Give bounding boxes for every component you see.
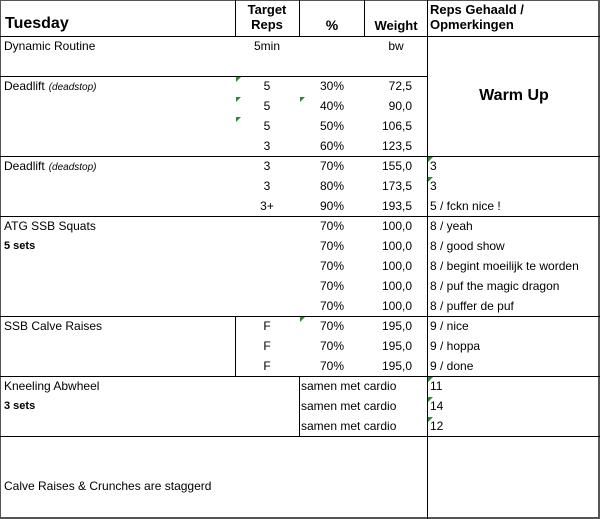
cell-percent[interactable]: 70% [319,319,345,333]
comment-indicator-icon[interactable] [236,97,241,102]
cell-weight[interactable]: 193,5 [381,199,412,213]
cell-percent[interactable]: 70% [319,299,345,313]
cell-notes[interactable]: 11 [430,379,443,393]
cell-exercise[interactable]: 5 sets [4,240,36,252]
cell-target-reps[interactable] [236,416,298,436]
cell-target-reps[interactable] [236,236,298,256]
comment-indicator-icon[interactable] [428,157,433,162]
cell-exercise[interactable]: Calve Raises & Crunches are staggerd [4,479,212,493]
cell-exercise-note: (deadstop) [48,162,97,173]
cell-weight[interactable]: 195,0 [381,359,412,373]
cell-percent[interactable]: 50% [319,119,345,133]
cell-target-reps[interactable] [236,216,298,236]
cell-target-reps[interactable] [236,496,298,516]
cell-notes[interactable]: 8 / yeah [430,219,473,233]
cell-notes[interactable]: 12 [430,419,444,433]
cell-notes[interactable]: 5 / fckn nice ! [430,199,501,213]
cell-target-reps[interactable] [236,276,298,296]
cell-notes[interactable]: 8 / puf the magic dragon [430,279,560,293]
comment-indicator-icon[interactable] [300,97,305,102]
cell-percent[interactable] [300,496,364,516]
cell-target-reps[interactable]: 3 [263,139,271,153]
cell-target-reps[interactable]: 3 [263,159,271,173]
cell-target-reps[interactable]: F [263,339,271,353]
cell-weight[interactable]: 100,0 [381,239,412,253]
cell-target-reps[interactable] [236,476,298,496]
cell-weight[interactable] [365,56,412,76]
cell-notes[interactable]: 8 / begint moeilijk te worden [430,259,579,273]
cell-exercise-note: (deadstop) [48,82,97,93]
cell-notes[interactable]: 9 / nice [430,319,469,333]
comment-indicator-icon[interactable] [300,317,305,322]
cell-weight[interactable]: 100,0 [381,259,412,273]
cell-target-reps[interactable]: 5 [263,119,271,133]
cell-percent[interactable]: 70% [319,159,345,173]
day-title: Tuesday [5,15,69,32]
comment-indicator-icon[interactable] [428,417,433,422]
cell-weight[interactable]: 72,5 [388,79,412,93]
cell-target-reps[interactable] [236,376,298,396]
cell-percent[interactable] [300,56,364,76]
cell-weight[interactable] [365,476,412,496]
cell-weight[interactable]: 173,5 [381,179,412,193]
cell-percent[interactable]: 60% [319,139,345,153]
cell-weight[interactable] [365,416,412,436]
cell-percent[interactable]: samen met cardio [301,379,397,393]
cell-weight[interactable]: 100,0 [381,279,412,293]
cell-target-reps[interactable] [236,396,298,416]
cell-exercise[interactable]: Dynamic Routine [4,39,96,53]
cell-target-reps[interactable]: 3 [263,179,271,193]
cell-target-reps[interactable] [236,456,298,476]
cell-notes[interactable]: 3 [430,159,437,173]
cell-percent[interactable] [300,476,364,496]
warm-up-label[interactable]: Warm Up [479,87,549,104]
cell-weight[interactable]: 123,5 [381,139,412,153]
cell-exercise[interactable]: ATG SSB Squats [4,219,96,233]
cell-exercise[interactable] [4,76,97,96]
cell-weight[interactable]: 195,0 [381,319,412,333]
cell-exercise[interactable]: 3 sets [4,400,36,412]
cell-target-reps[interactable] [236,256,298,276]
cell-notes[interactable]: 9 / done [430,359,474,373]
cell-exercise[interactable]: SSB Calve Raises [4,319,103,333]
cell-weight[interactable]: 106,5 [381,119,412,133]
cell-percent[interactable] [300,456,364,476]
cell-weight[interactable]: 100,0 [381,299,412,313]
cell-weight[interactable]: 195,0 [381,339,412,353]
cell-target-reps[interactable]: F [263,359,271,373]
header-notes-line1: Reps Gehaald / [430,2,524,17]
cell-percent[interactable]: 70% [319,339,345,353]
cell-exercise[interactable]: Kneeling Abwheel [4,379,100,393]
cell-target-reps[interactable] [236,436,298,456]
cell-percent[interactable]: 70% [319,259,345,273]
comment-indicator-icon[interactable] [236,77,241,82]
cell-percent[interactable]: 70% [319,219,345,233]
cell-percent[interactable] [300,36,364,56]
cell-notes[interactable]: 9 / hoppa [430,339,481,353]
header-weight[interactable]: Weight [374,18,418,33]
sheet-border-left [0,0,1,519]
cell-target-reps[interactable] [236,296,298,316]
cell-weight[interactable]: 155,0 [381,159,412,173]
cell-percent[interactable]: 70% [319,239,345,253]
cell-target-reps[interactable]: 3+ [260,199,274,213]
cell-weight[interactable] [365,376,412,396]
sheet-border-top [0,0,600,1]
header-target-reps[interactable] [236,2,298,32]
comment-indicator-icon[interactable] [428,377,433,382]
cell-notes[interactable]: 14 [430,399,444,413]
grid-line [427,0,428,519]
cell-percent[interactable]: 70% [319,359,345,373]
cell-weight[interactable]: 100,0 [381,219,412,233]
header-target-reps-line2: Reps [251,17,283,32]
cell-target-reps[interactable]: 5 [263,99,271,113]
cell-percent[interactable]: 30% [319,79,345,93]
header-notes[interactable] [430,2,524,32]
cell-percent[interactable] [300,436,364,456]
header-percent[interactable]: % [325,17,339,33]
grid-line [299,376,300,436]
cell-weight[interactable]: bw [388,39,404,53]
header-target-reps-line1: Target [247,2,287,17]
cell-percent[interactable]: samen met cardio [301,399,397,413]
cell-percent[interactable]: 90% [319,199,345,213]
cell-target-reps[interactable]: F [263,319,271,333]
cell-weight[interactable] [365,496,412,516]
cell-target-reps[interactable]: 5 [263,79,271,93]
cell-percent[interactable]: 80% [319,179,345,193]
cell-target-reps[interactable] [236,56,298,76]
header-notes-line2: Opmerkingen [430,17,514,32]
comment-indicator-icon[interactable] [428,177,433,182]
cell-exercise-text: Deadlift [4,79,45,93]
cell-percent[interactable]: samen met cardio [301,419,397,433]
cell-exercise-text: Deadlift [4,159,45,173]
cell-notes[interactable]: 8 / puffer de puf [430,299,514,313]
cell-percent[interactable]: 40% [319,99,345,113]
cell-exercise[interactable] [4,156,97,176]
cell-weight[interactable] [365,436,412,456]
cell-target-reps[interactable]: 5min [253,39,280,53]
comment-indicator-icon[interactable] [236,117,241,122]
cell-weight[interactable] [365,456,412,476]
cell-notes[interactable]: 3 [430,179,437,193]
cell-weight[interactable] [365,396,412,416]
cell-weight[interactable]: 90,0 [388,99,412,113]
cell-percent[interactable]: 70% [319,279,345,293]
comment-indicator-icon[interactable] [428,397,433,402]
cell-notes[interactable]: 8 / good show [430,239,505,253]
